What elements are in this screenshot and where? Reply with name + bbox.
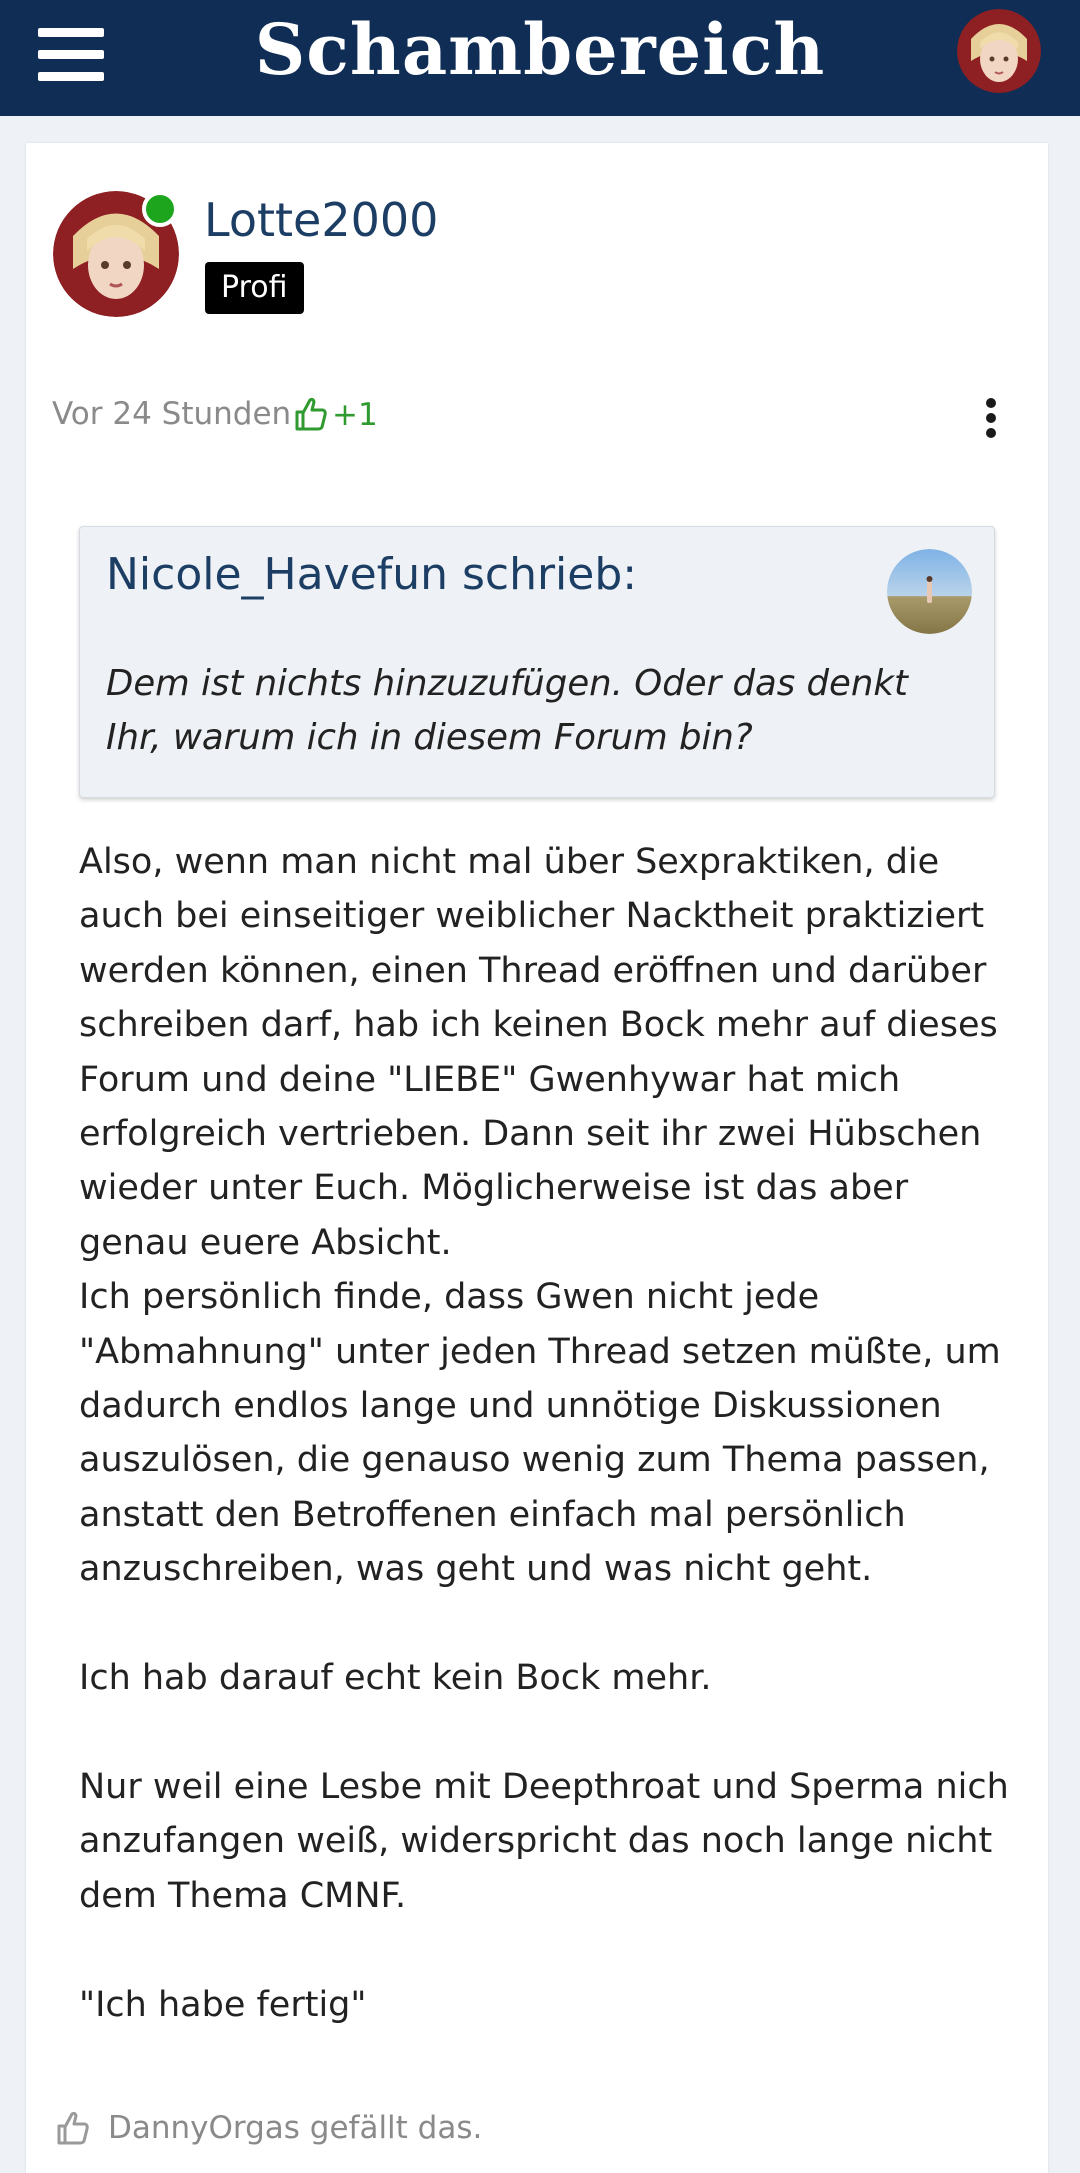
post-paragraph: Also, wenn man nicht mal über Sexpraktiken, die auch bei einseitiger weiblicher Nacktheit praktiziert werden können, einen Thread eröffnen und darüber schreiben darf, hab ich keinen Bock mehr auf dieses Forum und deine "LIEBE" Gwenhywar hat mich erfolgreich vertrieben. Dann seit ihr zwei Hübschen wieder unter Euch. Möglicherweise ist das aber genau euere Absicht. Ich persönlich finde, dass Gwen nicht jede "Abmahnung" unter jeden Thread setzen müßte, um dadurch endlos lange und unnötige Diskussionen auszulösen, die genauso wenig zum Thema passen, anstatt den Betroffenen einfach mal persönlich anzuschreiben, was geht und was nicht geht. [79, 842, 1001, 1590]
more-options-icon[interactable] [984, 398, 998, 438]
site-logo[interactable]: Schambereich [254, 8, 826, 91]
top-navigation-bar [0, 0, 1080, 116]
post-paragraph: Nur weil eine Lesbe mit Deepthroat und Sperma nich anzufangen weiß, widerspricht das noch lange nicht dem Thema CMNF. [79, 1766, 1009, 1916]
post-paragraph: "Ich habe fertig" [79, 1984, 367, 2025]
online-status-indicator [142, 191, 178, 227]
author-name-link[interactable]: Lotte2000 [204, 193, 439, 247]
post-paragraph-spacer [79, 1597, 1019, 1651]
quote-author-link[interactable]: Nicole_Havefun schrieb: [106, 549, 638, 600]
post-paragraph: Ich hab darauf echt kein Bock mehr. [79, 1658, 712, 1699]
likes-summary-text[interactable]: DannyOrgas gefällt das. [108, 2110, 483, 2146]
post-paragraph-spacer [79, 1706, 1019, 1760]
user-avatar[interactable] [957, 9, 1041, 93]
rank-badge: Profi [205, 262, 304, 314]
thumbs-up-icon [56, 2110, 90, 2146]
post-timestamp[interactable]: Vor 24 Stunden [52, 396, 292, 432]
forum-post [26, 143, 1048, 2173]
quote-text: Dem ist nichts hinzuzufügen. Oder das denkt Ihr, warum ich in diesem Forum bin? [106, 663, 908, 758]
post-paragraph-spacer [79, 1923, 1019, 1977]
reaction-count[interactable]: +1 [332, 397, 378, 433]
post-content [79, 835, 1019, 2032]
thumbs-up-icon[interactable] [294, 396, 328, 432]
quote-author-avatar[interactable] [887, 549, 972, 634]
quote-block [79, 526, 995, 798]
